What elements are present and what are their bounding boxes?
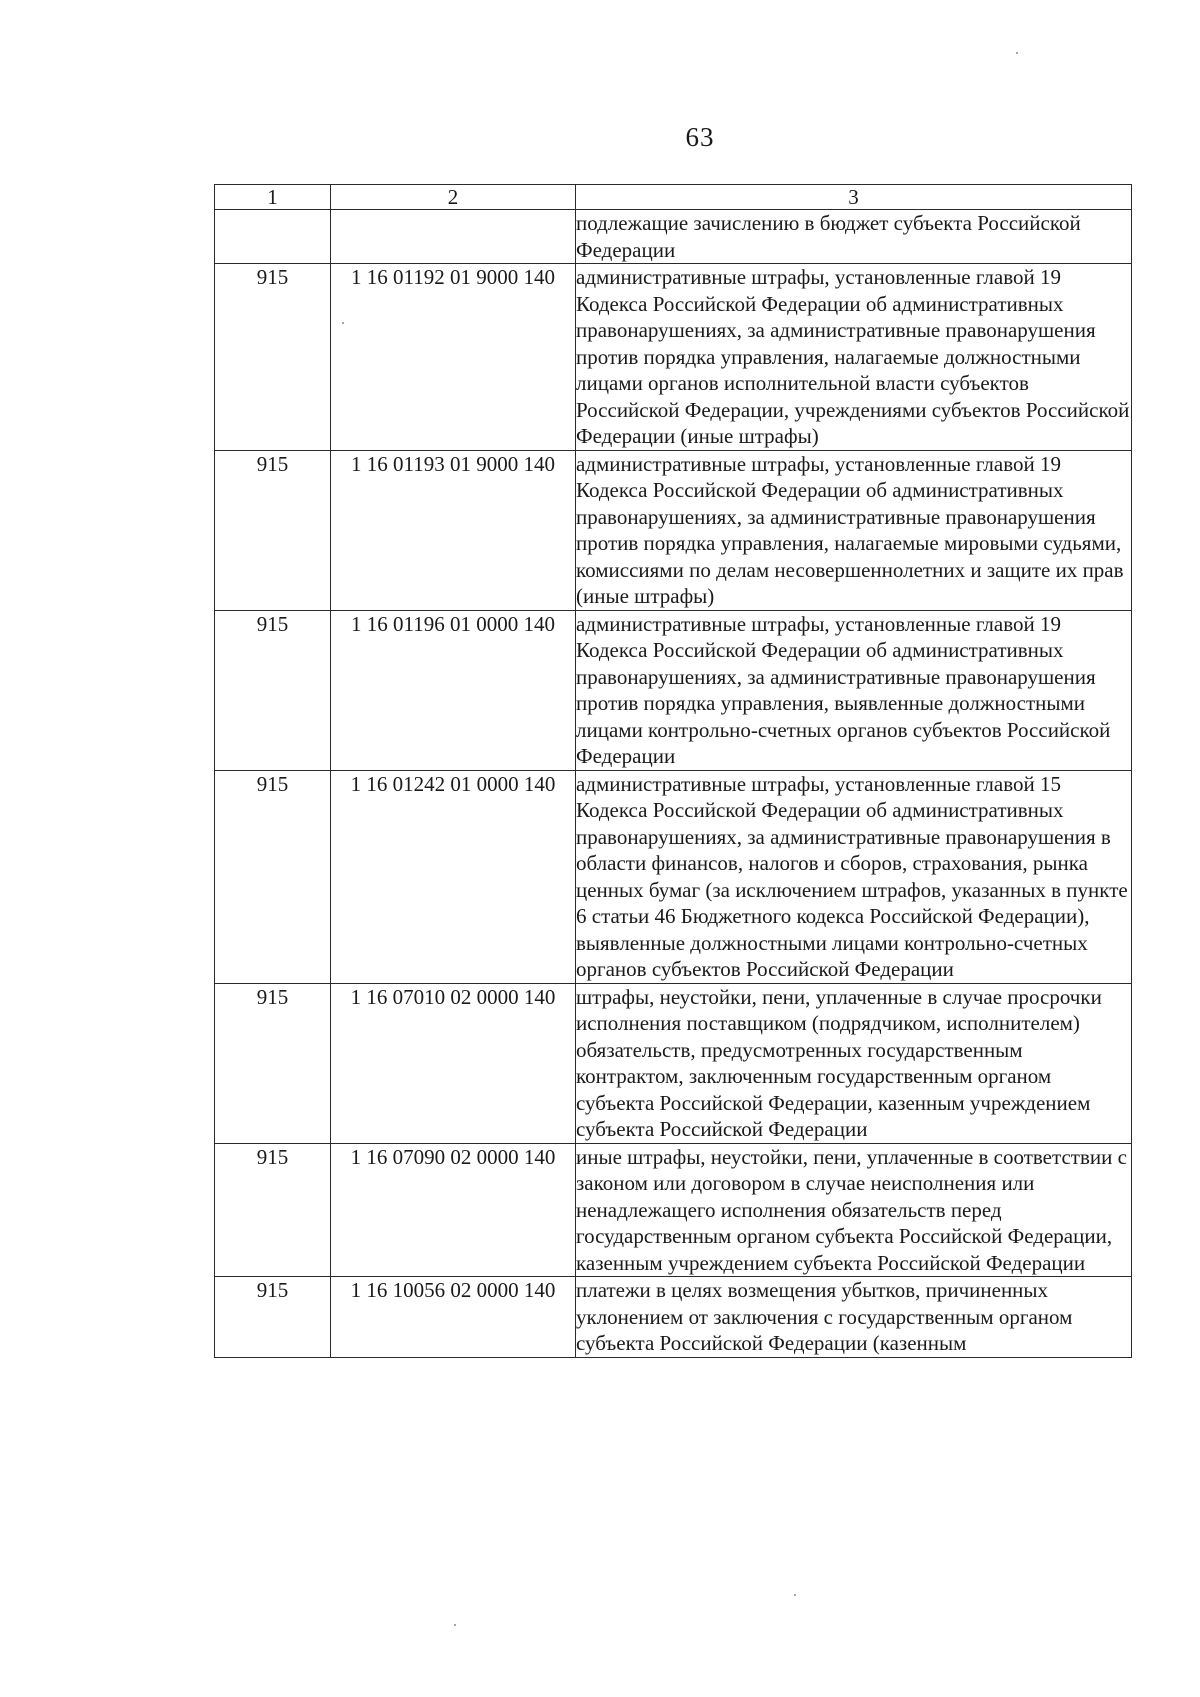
table-row — [215, 450, 1132, 610]
income-code-cell — [331, 210, 576, 264]
table-body — [215, 210, 1132, 1358]
income-code-cell: 1 16 07090 02 0000 140 — [331, 1143, 576, 1277]
description-cell: административные штрафы, установленные главой 19 Кодекса Российской Федерации об административных правонарушениях, за административные правонарушения против порядка управления, выявленные должностными лицами контрольно-счетных органов субъектов Российской Федерации — [576, 610, 1132, 770]
description-cell: административные штрафы, установленные главой 15 Кодекса Российской Федерации об административных правонарушениях, за административные правонарушения в области финансов, налогов и сборов, страхования, рынка ценных бумаг (за исключением штрафов, указанных в пункте 6 статьи 46 Бюджетного кодекса Российской Федерации), выявленные должностными лицами контрольно-счетных органов субъектов Российской Федерации — [576, 770, 1132, 983]
table-row — [215, 210, 1132, 264]
admin-code-cell: 915 — [215, 770, 331, 983]
income-code-cell: 1 16 01192 01 9000 140 — [331, 264, 576, 451]
income-code-cell: 1 16 07010 02 0000 140 — [331, 983, 576, 1143]
column-header-1: 1 — [215, 185, 331, 210]
scan-speck — [1016, 52, 1018, 54]
admin-code-cell: 915 — [215, 983, 331, 1143]
description-cell: подлежащие зачислению в бюджет субъекта Российской Федерации — [576, 210, 1132, 264]
admin-code-cell: 915 — [215, 450, 331, 610]
income-code-cell: 1 16 01242 01 0000 140 — [331, 770, 576, 983]
table-row — [215, 770, 1132, 983]
column-header-2: 2 — [331, 185, 576, 210]
income-code-cell: 1 16 01196 01 0000 140 — [331, 610, 576, 770]
table-header — [215, 185, 1132, 210]
income-code-cell: 1 16 01193 01 9000 140 — [331, 450, 576, 610]
description-cell: административные штрафы, установленные главой 19 Кодекса Российской Федерации об административных правонарушениях, за административные правонарушения против порядка управления, налагаемые мировыми судьями, комиссиями по делам несовершеннолетних и защите их прав (иные штрафы) — [576, 450, 1132, 610]
income-codes-table — [214, 184, 1132, 1358]
table-row — [215, 1143, 1132, 1277]
scan-speck — [794, 1594, 796, 1596]
scan-speck — [454, 1624, 456, 1626]
table-row — [215, 1277, 1132, 1358]
page-number: 63 — [685, 122, 715, 152]
table-row — [215, 264, 1132, 451]
description-cell: административные штрафы, установленные главой 19 Кодекса Российской Федерации об административных правонарушениях, за административные правонарушения против порядка управления, налагаемые должностными лицами органов исполнительной власти субъектов Российской Федерации, учреждениями субъектов Российской Федерации (иные штрафы) — [576, 264, 1132, 451]
income-code-cell: 1 16 10056 02 0000 140 — [331, 1277, 576, 1358]
table-row — [215, 610, 1132, 770]
admin-code-cell: 915 — [215, 1143, 331, 1277]
admin-code-cell: 915 — [215, 264, 331, 451]
admin-code-cell: 915 — [215, 610, 331, 770]
column-header-3: 3 — [576, 185, 1132, 210]
admin-code-cell — [215, 210, 331, 264]
scan-speck — [342, 322, 344, 324]
description-cell: платежи в целях возмещения убытков, причиненных уклонением от заключения с государственным органом субъекта Российской Федерации (казенным — [576, 1277, 1132, 1358]
description-cell: иные штрафы, неустойки, пени, уплаченные в соответствии с законом или договором в случае неисполнения или ненадлежащего исполнения обязательств перед государственным органом субъекта Российской Федерации, казенным учреждением субъекта Российской Федерации — [576, 1143, 1132, 1277]
table-row — [215, 983, 1132, 1143]
description-cell: штрафы, неустойки, пени, уплаченные в случае просрочки исполнения поставщиком (подрядчиком, исполнителем) обязательств, предусмотренных государственным контрактом, заключенным государственным органом субъекта Российской Федерации, казенным учреждением субъекта Российской Федерации — [576, 983, 1132, 1143]
header-row — [215, 185, 1132, 210]
admin-code-cell: 915 — [215, 1277, 331, 1358]
